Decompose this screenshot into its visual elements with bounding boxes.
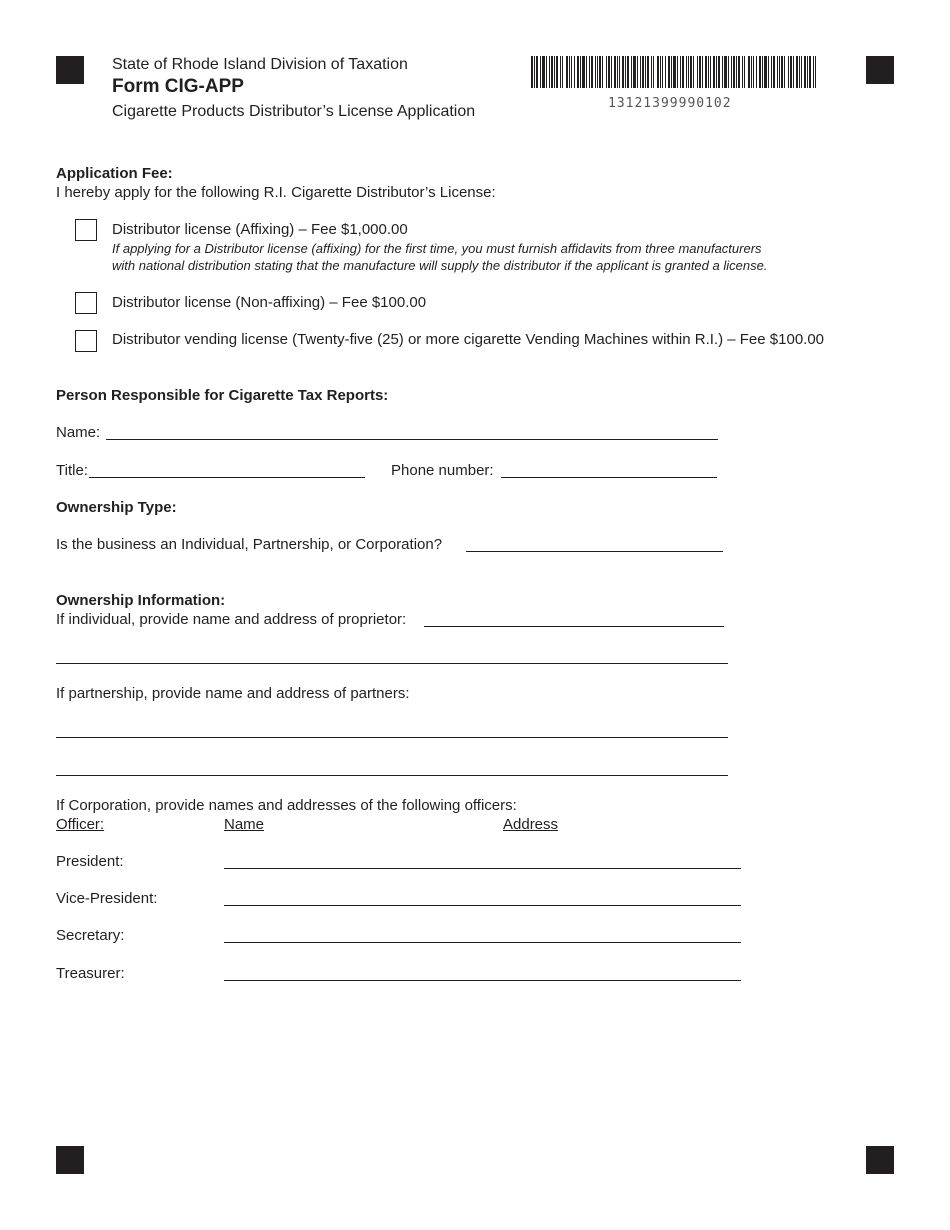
registration-mark-bottom-left [56, 1146, 84, 1174]
ownership-info-heading: Ownership Information: [56, 592, 226, 609]
officer-president-label: President: [56, 853, 124, 870]
officer-president-field[interactable] [224, 868, 741, 869]
option-affixing-note-line1: If applying for a Distributor license (affixing) for the first time, you must furnish affidavits from three manufacturers [112, 241, 762, 256]
officer-treasurer-label: Treasurer: [56, 965, 125, 982]
partnership-label: If partnership, provide name and address of partners: [56, 685, 410, 702]
individual-field-line1[interactable] [424, 626, 724, 627]
checkbox-affixing[interactable] [75, 219, 97, 241]
option-affixing-label: Distributor license (Affixing) – Fee $1,000.00 [112, 221, 408, 238]
ownership-type-question: Is the business an Individual, Partnership, or Corporation? [56, 536, 443, 553]
individual-field-line2[interactable] [56, 663, 728, 664]
name-label: Name: [56, 424, 101, 441]
registration-mark-top-right [866, 56, 894, 84]
agency-name: State of Rhode Island Division of Taxation [112, 56, 408, 73]
phone-field[interactable] [501, 477, 717, 478]
column-address: Address [503, 816, 559, 833]
ownership-type-field[interactable] [466, 551, 723, 552]
responsible-person-heading: Person Responsible for Cigarette Tax Reports: [56, 387, 389, 404]
officer-treasurer-field[interactable] [224, 980, 741, 981]
title-field[interactable] [89, 477, 365, 478]
registration-mark-bottom-right [866, 1146, 894, 1174]
phone-label: Phone number: [391, 462, 494, 479]
partnership-field-line1[interactable] [56, 737, 728, 738]
form-subtitle: Cigarette Products Distributor’s License Application [112, 103, 476, 120]
title-label: Title: [56, 462, 88, 479]
application-fee-heading: Application Fee: [56, 165, 173, 182]
application-fee-intro: I hereby apply for the following R.I. Cigarette Distributor’s License: [56, 184, 496, 201]
barcode [531, 56, 816, 88]
option-vending-label: Distributor vending license (Twenty-five (25) or more cigarette Vending Machines within R.I.) – Fee $100.00 [112, 331, 825, 348]
individual-label: If individual, provide name and address of proprietor: [56, 611, 407, 628]
officer-vice-president-label: Vice-President: [56, 890, 158, 907]
officer-secretary-label: Secretary: [56, 927, 125, 944]
option-affixing-note-line2: with national distribution stating that the manufacture will supply the distributor if the applicant is granted a license. [112, 258, 768, 273]
option-non-affixing-label: Distributor license (Non-affixing) – Fee $100.00 [112, 294, 427, 311]
checkbox-non-affixing[interactable] [75, 292, 97, 314]
registration-mark-top-left [56, 56, 84, 84]
column-officer: Officer: [56, 816, 105, 833]
name-field[interactable] [106, 439, 718, 440]
officer-secretary-field[interactable] [224, 942, 741, 943]
form-title: Form CIG-APP [112, 76, 244, 97]
checkbox-vending[interactable] [75, 330, 97, 352]
barcode-number: 13121399990102 [608, 96, 732, 111]
officer-vice-president-field[interactable] [224, 905, 741, 906]
partnership-field-line2[interactable] [56, 775, 728, 776]
column-name: Name [224, 816, 265, 833]
ownership-type-heading: Ownership Type: [56, 499, 177, 516]
corporation-label: If Corporation, provide names and addresses of the following officers: [56, 797, 517, 814]
